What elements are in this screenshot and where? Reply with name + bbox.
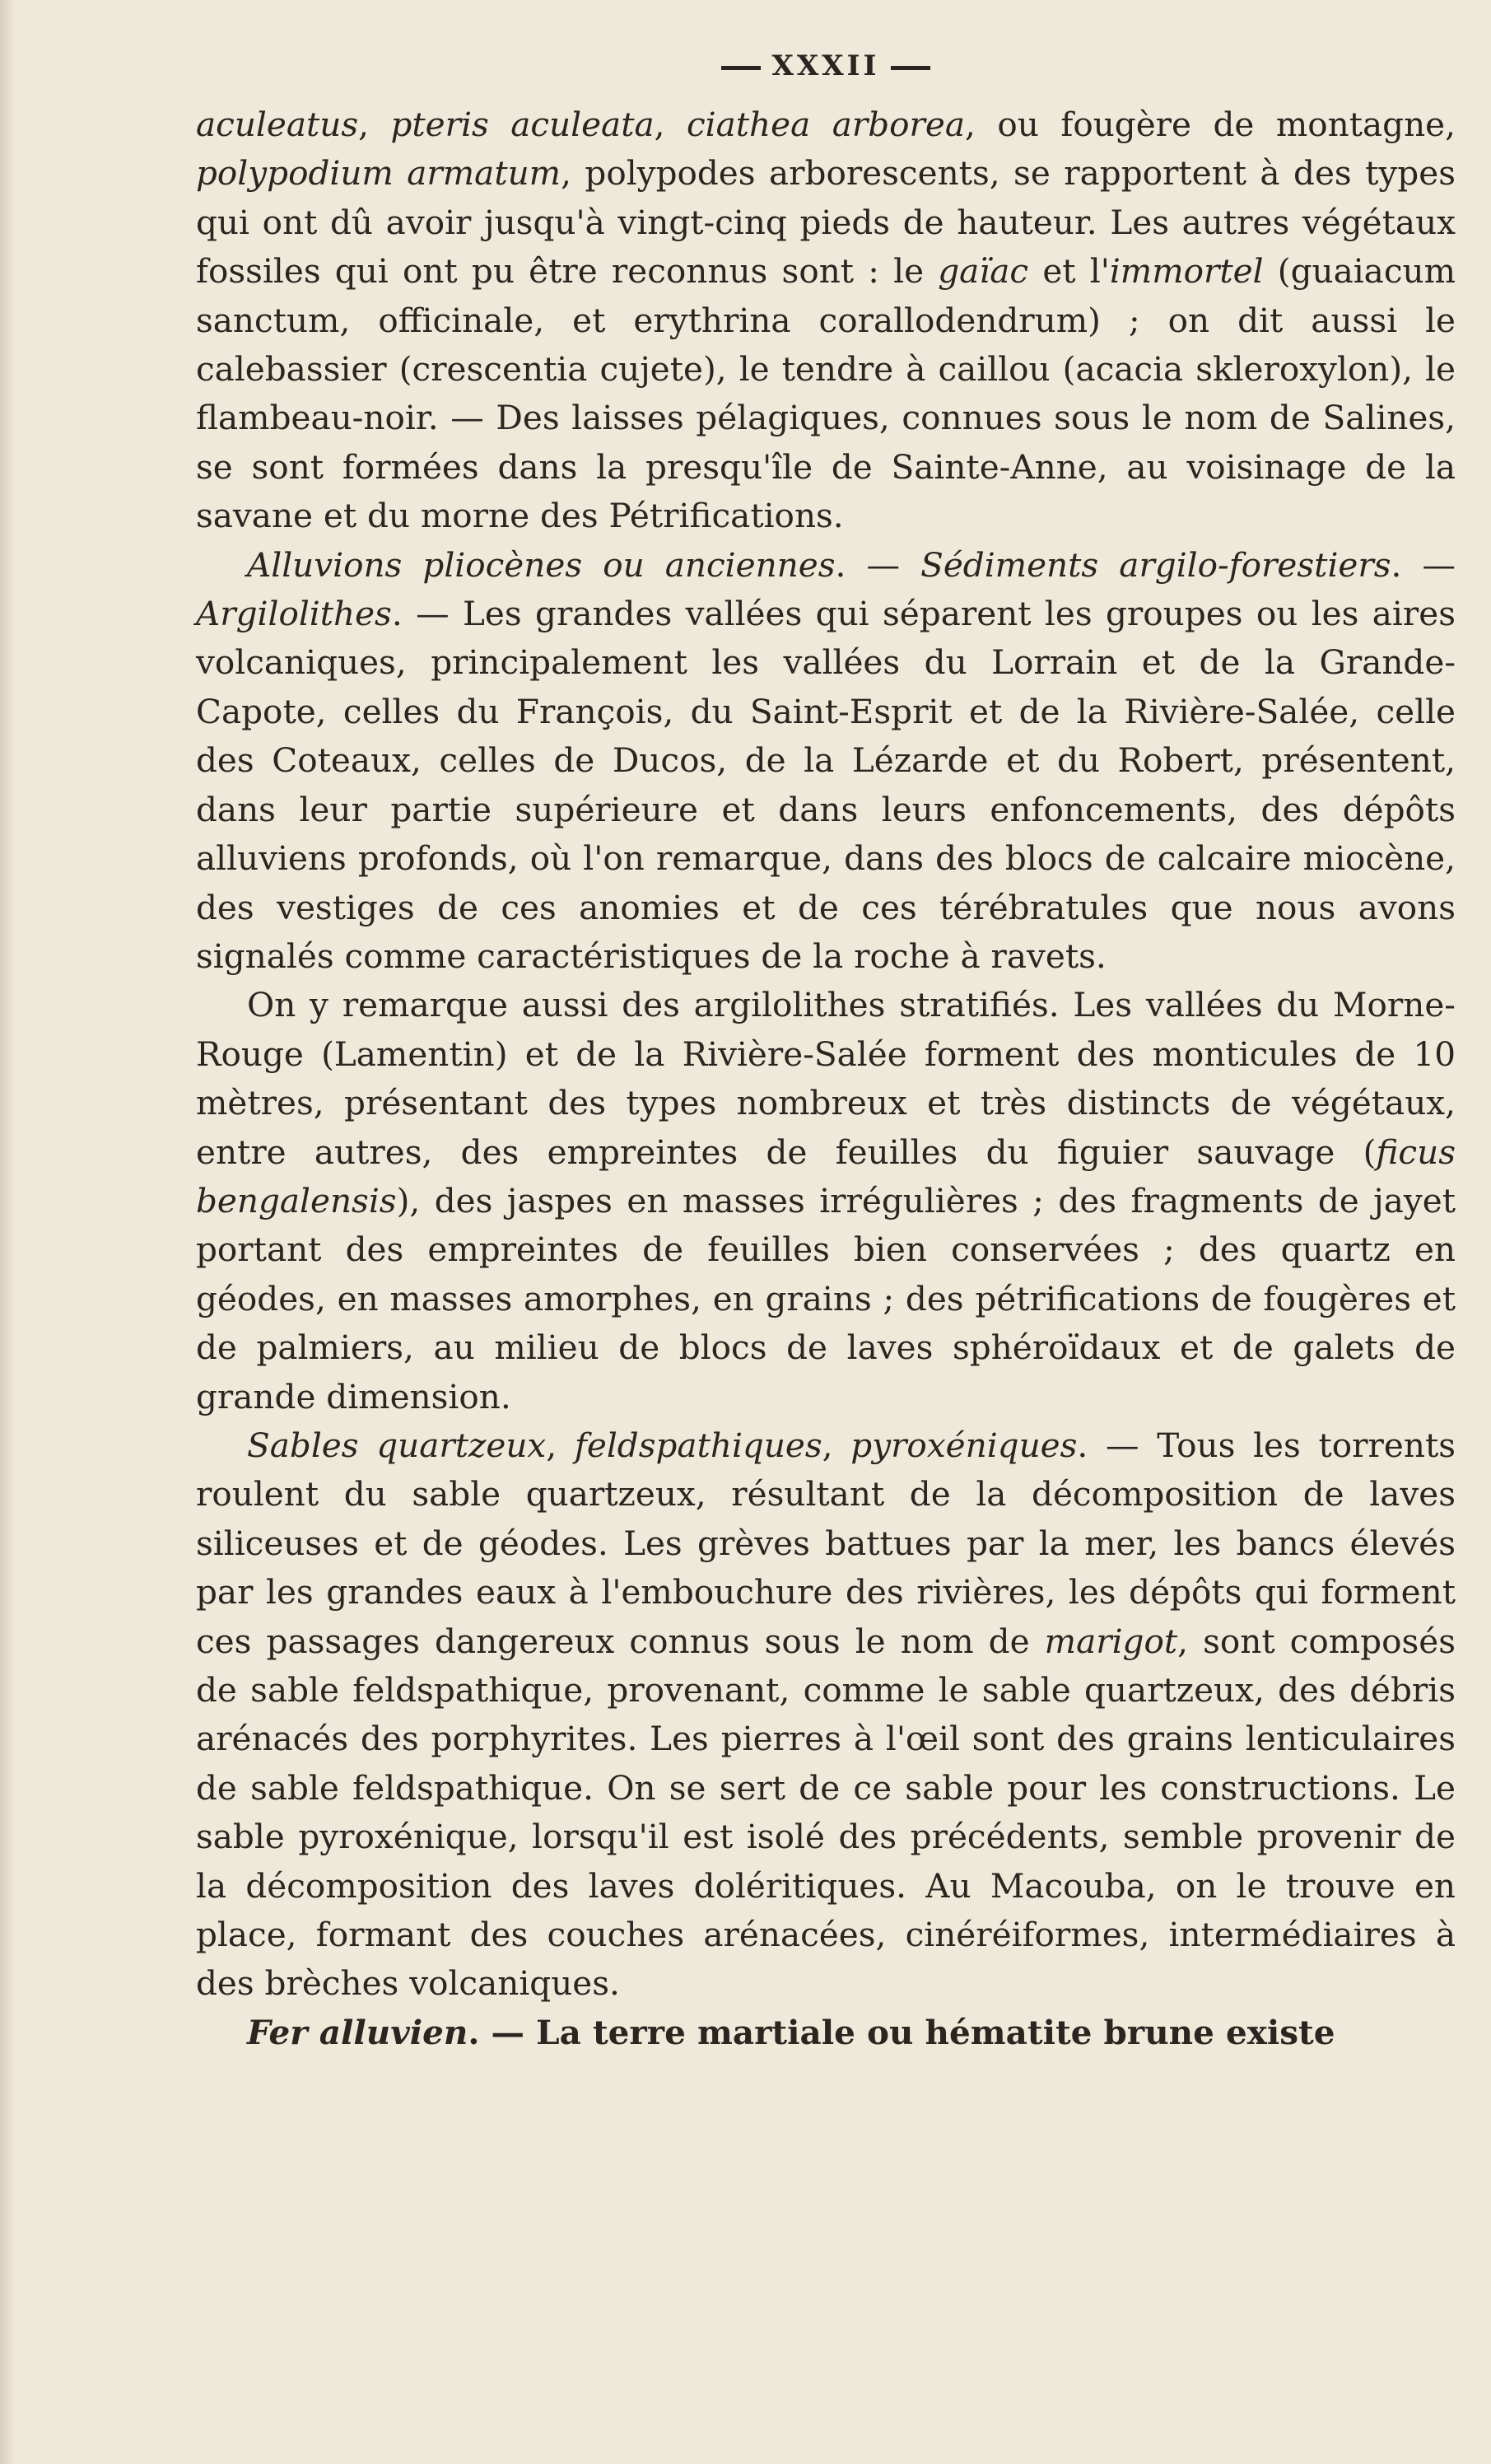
- book-page: [196, 49, 1456, 2057]
- italic-text-segment: Sédiments argilo-forestiers: [920, 544, 1391, 585]
- text-segment: , sont composés de sable feldspathique, provenant, comme le sable quartzeux, des débris arénacés des porphyrites. Les pierres à l'œil sont des grains lenticulaires de sable feldspathique. On se sert de ce sable pour les constructions. Le sable pyroxénique, lorsqu'il est isolé des précédents, semble provenir de la décomposition des laves doléritiques. Au Macouba, on le trouve en place, formant des couches arénacées, cinéréiformes, intermédiaires à des brèches volcaniques.: [196, 1621, 1456, 2004]
- text-segment: . — Tous les torrents roulent du sable quartzeux, résultant de la décomposition de laves siliceuses et de géodes. Les grèves battues par la mer, les bancs élevés par les grandes eaux à l'embouchure des rivières, les dépôts qui forment ces passages dangereux connus sous le nom de: [196, 1425, 1456, 1661]
- italic-text-segment: marigot: [1044, 1621, 1178, 1661]
- text-segment: ,: [654, 105, 687, 144]
- italic-text-segment: polypodium armatum: [196, 153, 561, 194]
- italic-text-segment: pyroxéniques: [850, 1425, 1078, 1465]
- text-segment: ,: [822, 1425, 851, 1465]
- italic-text-segment: Sables quartzeux: [247, 1425, 547, 1465]
- text-segment: et l': [1028, 251, 1110, 292]
- paragraph-sands: [196, 1421, 1456, 2009]
- text-segment: (guaiacum sanctum, officinale, et erythrina corallodendrum) ; on dit aussi le calebassier (crescentia cujete), le tendre à caillou (acacia skleroxylon), le flambeau-noir. — Des laisses pélagiques, connues sous le nom de Salines, se sont formées dans la presqu'île de Sainte-Anne, au voisinage de la savane et du morne des Pétrifications.: [196, 251, 1456, 536]
- text-segment: . — Les grandes vallées qui séparent les groupes ou les aires volcaniques, principalement les vallées du Lorrain et de la Grande-Capote, celles du François, du Saint-Esprit et de la Rivière-Salée, celle des Coteaux, celles de Ducos, de la Lézarde et du Robert, présentent, dans leur partie supérieure et dans leurs enfoncements, des dépôts alluviens profonds, où l'on remarque, dans des blocs de calcaire miocène, des vestiges de ces anomies et de ces térébratules que nous avons signalés comme caractéristiques de la roche à ravets.: [196, 594, 1456, 976]
- paragraph-argilolithes: [196, 981, 1456, 1421]
- text-segment: . —: [1391, 544, 1456, 585]
- page-edge: [0, 0, 15, 2464]
- text-segment: . — La terre martiale ou hématite brune existe: [468, 2012, 1335, 2052]
- italic-text-segment: ficus bengalensis: [196, 1132, 1456, 1220]
- paragraph-alluvial-iron: [196, 2009, 1456, 2057]
- italic-text-segment: aculeatus: [196, 105, 359, 144]
- italic-text-segment: pteris aculeata: [390, 105, 655, 144]
- text-segment: , polypodes arborescents, se rapportent à des types qui ont dû avoir jusqu'à vingt-cinq pieds de hauteur. Les autres végétaux fossiles qui ont pu être reconnus sont : le: [196, 153, 1456, 292]
- italic-text-segment: gaïac: [938, 251, 1029, 292]
- running-head-dash-right: [891, 66, 930, 70]
- running-head: [196, 49, 1456, 86]
- text-segment: , ou fougère de montagne,: [965, 105, 1456, 144]
- italic-text-segment: Fer alluvien: [247, 2012, 468, 2052]
- italic-text-segment: Argilolithes: [196, 594, 392, 634]
- paragraph-pliocene-alluvions: [196, 541, 1456, 982]
- text-segment: ,: [546, 1425, 575, 1465]
- text-segment: ,: [358, 105, 391, 144]
- text-segment: On y remarque aussi des argilolithes stratifiés. Les vallées du Morne-Rouge (Lamentin) et de la Rivière-Salée forment des monticules de 10 mètres, présentant des types nombreux et très distincts de végétaux, entre autres, des empreintes de feuilles du figuier sauvage (: [196, 985, 1456, 1172]
- running-head-dash-left: [721, 66, 761, 70]
- italic-text-segment: Alluvions pliocènes ou anciennes: [247, 544, 836, 585]
- italic-text-segment: immortel: [1109, 251, 1264, 292]
- italic-text-segment: ciathea arborea: [687, 105, 966, 144]
- italic-text-segment: feldspathiques: [574, 1425, 822, 1465]
- text-segment: . —: [835, 544, 921, 585]
- page-number: XXXII: [771, 49, 880, 82]
- text-segment: ), des jaspes en masses irrégulières ; des fragments de jayet portant des empreintes de feuilles bien conservées ; des quartz en géodes, en masses amorphes, en grains ; des pétrifications de fougères et de palmiers, au milieu de blocs de laves sphéroïdaux et de galets de grande dimension.: [196, 1180, 1456, 1416]
- paragraph-fossil-plants: [196, 100, 1456, 541]
- body-text: [196, 100, 1456, 2057]
